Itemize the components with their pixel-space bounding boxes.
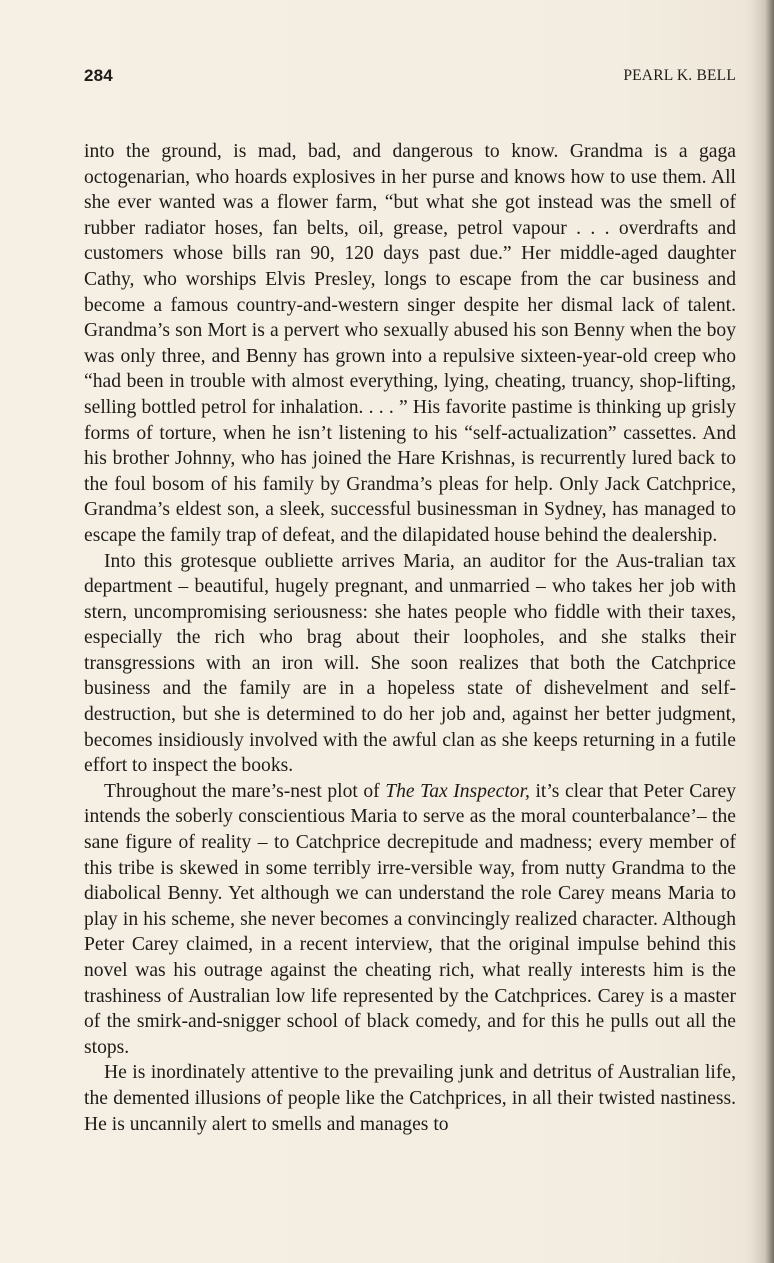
body-text xyxy=(84,139,736,1137)
book-title: The Tax Inspector, xyxy=(385,780,530,802)
running-title: PEARL K. BELL xyxy=(623,67,736,84)
paragraph-1: into the ground, is mad, bad, and dangerous to know. Grandma is a gaga octogenarian, who hoards explosives in her purse and knows how to use them. All she ever wanted was a flower farm, “but what she got instead was the smell of rubber radiator hoses, fan belts, oil, grease, petrol vapour . . . overdrafts and customers whose bills ran 90, 120 days past due.” Her middle-aged daughter Cathy, who worships Elvis Presley, longs to escape from the car business and become a famous country-and-western singer despite her dismal lack of talent. Grandma’s son Mort is a pervert who sexually abused his son Benny when the boy was only three, and Benny has grown into a repulsive sixteen-year-old creep who “had been in trouble with almost everything, lying, cheating, truancy, shop-lifting, selling bottled petrol for inhalation. . . . ” His favorite pastime is thinking up grisly forms of torture, when he isn’t listening to his “self-actualization” cassettes. And his brother Johnny, who has joined the Hare Krishnas, is recurrently lured back to the foul bosom of his family by Grandma’s pleas for help. Only Jack Catchprice, Grandma’s eldest son, a sleek, successful businessman in Sydney, has managed to escape the family trap of defeat, and the dilapidated house behind the dealership. xyxy=(84,141,736,546)
paragraph-3-start: Throughout the mare’s-nest plot of xyxy=(104,780,386,802)
paragraph-3 xyxy=(84,779,736,1061)
paragraph-4: He is inordinately attentive to the prevailing junk and detritus of Australian life, the demented illusions of people like the Catchprices, in all their twisted nastiness. He is uncannily alert to smells and manages to xyxy=(84,1062,736,1135)
paragraph-3-rest: it’s clear that Peter Carey intends the soberly conscientious Maria to serve as the moral counterbalance’– the sane figure of reality – to Catchprice decrepitude and madness; every member of this tribe is skewed in some terribly irre-versible way, from nutty Grandma to the diabolical Benny. Yet although we can understand the role Carey means Maria to play in his scheme, she never becomes a convincingly realized character. Although Peter Carey claimed, in a recent interview, that the original impulse behind this novel was his outrage against the cheating rich, what really interests him is the trashiness of Australian low life represented by the Catchprices. Carey is a master of the smirk-and-snigger school of black comedy, and for this he pulls out all the stops. xyxy=(84,780,737,1058)
spine-shadow xyxy=(752,0,774,1263)
page-number: 284 xyxy=(84,66,113,85)
running-head xyxy=(84,66,736,88)
paragraph-2: Into this grotesque oubliette arrives Maria, an auditor for the Aus-tralian tax department – beautiful, hugely pregnant, and unmarried – who takes her job with stern, uncompromising seriousness: she hates people who fiddle with their taxes, especially the rich who brag about their loopholes, and she stalks their transgressions with an iron will. She soon realizes that both the Catchprice business and the family are in a hopeless state of dishevelment and self-destruction, but she is determined to do her job and, against her better judgment, becomes insidiously involved with the awful clan as she keeps returning in a futile effort to inspect the books. xyxy=(84,550,736,777)
